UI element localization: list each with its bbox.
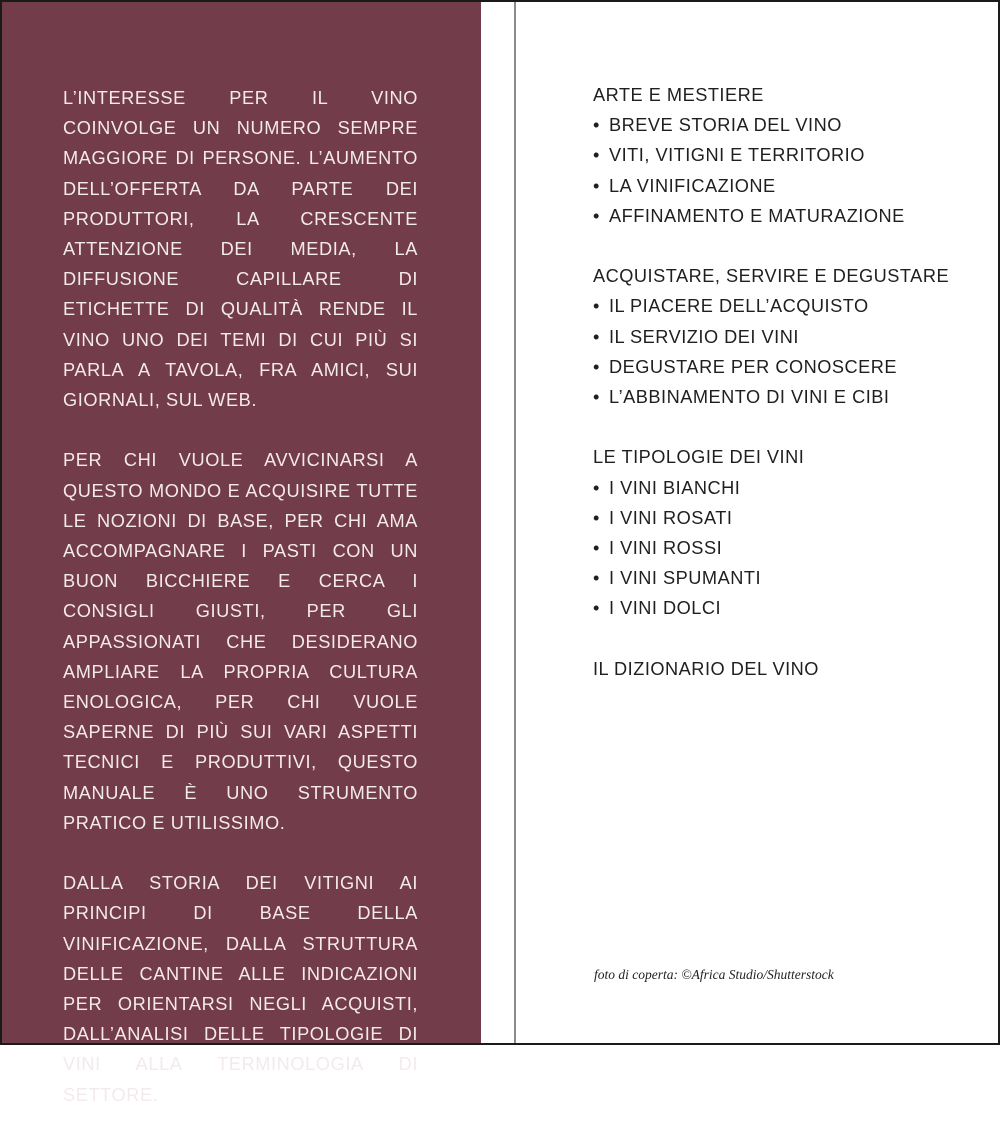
toc-section [593, 261, 973, 412]
toc-list-item [593, 563, 973, 593]
toc-section-title: IL DIZIONARIO DEL VINO [593, 658, 819, 679]
toc-list-item [593, 533, 973, 563]
toc-item-label: I VINI SPUMANTI [609, 568, 762, 589]
bullet-icon: • [593, 145, 600, 166]
bullet-icon: • [593, 387, 600, 408]
bullet-icon: • [593, 175, 600, 196]
toc-section [593, 654, 973, 684]
blurb-paragraph: L’INTERESSE PER IL VINO COINVOLGE UN NUMERO SEMPRE MAGGIORE DI PERSONE. L’AUMENTO DELL’OFFERTA DA PARTE DEI PRODUTTORI, LA CRESCENTE ATTENZIONE DEI MEDIA, LA DIFFUSIONE CAPILLARE DI ETICHETTE DI QUALITÀ RENDE IL VINO UNO DEI TEMI DI CUI PIÙ SI PARLA A TAVOLA, FRA AMICI, SUI GIORNALI, SUL WEB. [63, 88, 418, 411]
toc-list-item [593, 382, 973, 412]
bullet-icon: • [593, 326, 600, 347]
table-of-contents [593, 80, 973, 714]
bullet-icon: • [593, 538, 600, 559]
toc-item-label: LA VINIFICAZIONE [609, 175, 776, 196]
toc-section [593, 442, 973, 623]
toc-list-item [593, 352, 973, 382]
back-cover-blurb [63, 83, 418, 1140]
toc-list-item [593, 322, 973, 352]
bullet-icon: • [593, 205, 600, 226]
toc-item-label: VITI, VITIGNI E TERRITORIO [609, 145, 865, 166]
toc-list-item [593, 140, 973, 170]
blurb-paragraph: PER CHI VUOLE AVVICINARSI A QUESTO MONDO E ACQUISIRE TUTTE LE NOZIONI DI BASE, PER CHI AMA ACCOMPAGNARE I PASTI CON UN BUON BICCHIERE E CERCA I CONSIGLI GIUSTI, PER GLI APPASSIONATI CHE DESIDERANO AMPLIARE LA PROPRIA CULTURA ENOLOGICA, PER CHI VUOLE SAPERNE DI PIÙ SUI VARI ASPETTI TECNICI E PRODUTTIVI, QUESTO MANUALE È UNO STRUMENTO PRATICO E UTILISSIMO. [63, 450, 418, 833]
toc-list-item [593, 503, 973, 533]
left-panel [2, 2, 481, 1105]
toc-item-label: I VINI BIANCHI [609, 477, 741, 498]
toc-item-label: DEGUSTARE PER CONOSCERE [609, 356, 898, 377]
toc-section-title: LE TIPOLOGIE DEI VINI [593, 447, 805, 468]
photo-credit: foto di coperta: ©Africa Studio/Shutterstock [594, 967, 834, 982]
toc-item-label: I VINI ROSATI [609, 507, 733, 528]
bullet-icon: • [593, 115, 600, 136]
vertical-divider [514, 2, 516, 1043]
toc-item-label: IL SERVIZIO DEI VINI [609, 326, 799, 347]
bullet-icon: • [593, 296, 600, 317]
toc-list-item [593, 171, 973, 201]
toc-item-label: IL PIACERE DELL’ACQUISTO [609, 296, 869, 317]
toc-item-label: L’ABBINAMENTO DI VINI E CIBI [609, 387, 890, 408]
bullet-icon: • [593, 507, 600, 528]
toc-list-item [593, 110, 973, 140]
bullet-icon: • [593, 568, 600, 589]
toc-list-item [593, 473, 973, 503]
toc-list-item [593, 291, 973, 321]
toc-item-label: I VINI ROSSI [609, 538, 723, 559]
toc-section [593, 80, 973, 231]
toc-item-label: AFFINAMENTO E MATURAZIONE [609, 205, 905, 226]
blurb-paragraph: DALLA STORIA DEI VITIGNI AI PRINCIPI DI BASE DELLA VINIFICAZIONE, DALLA STRUTTURA DELLE CANTINE ALLE INDICAZIONI PER ORIENTARSI NEGLI ACQUISTI, DALL’ANALISI DELLE TIPOLOGIE DI VINI ALLA TERMINOLOGIA DI SETTORE. [63, 873, 418, 1105]
toc-section-title: ACQUISTARE, SERVIRE E DEGUSTARE [593, 266, 950, 287]
toc-section-title: ARTE E MESTIERE [593, 85, 764, 105]
bullet-icon: • [593, 598, 600, 619]
bullet-icon: • [593, 356, 600, 377]
toc-list-item [593, 201, 973, 231]
toc-list-item [593, 593, 973, 623]
toc-item-label: I VINI DOLCI [609, 598, 722, 619]
bullet-icon: • [593, 477, 600, 498]
toc-item-label: BREVE STORIA DEL VINO [609, 115, 842, 136]
